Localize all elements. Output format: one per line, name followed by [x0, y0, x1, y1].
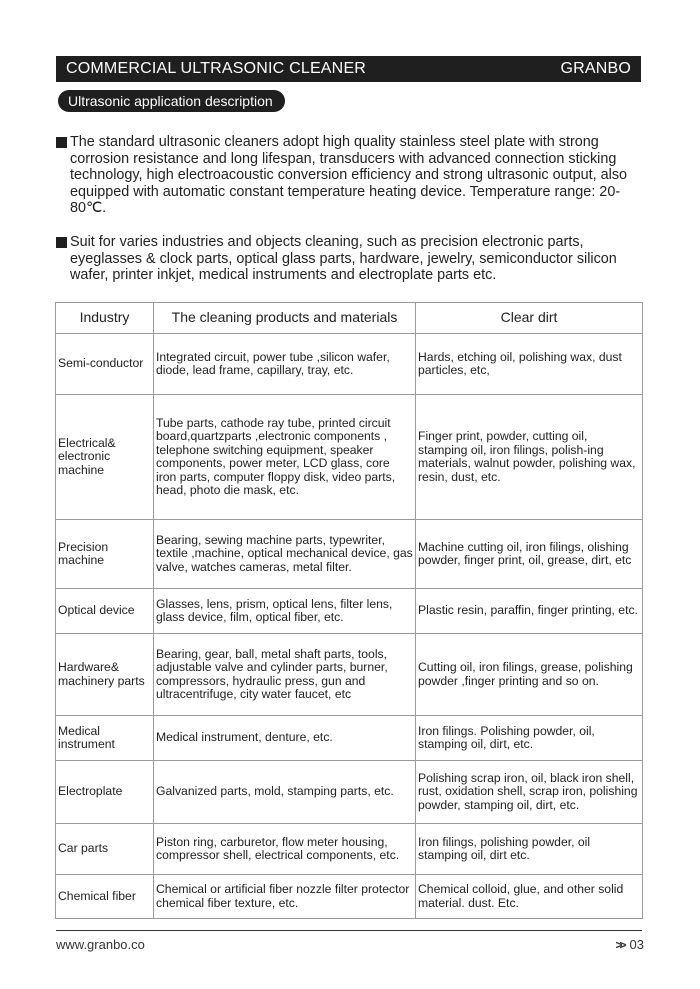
- industry-cell: Hardware& machinery parts: [56, 634, 154, 716]
- table-row: [56, 824, 643, 875]
- column-header-products: The cleaning products and materials: [154, 303, 416, 334]
- footer-website: www.granbo.co: [56, 937, 145, 952]
- table-row: [56, 589, 643, 634]
- dirt-cell: Polishing scrap iron, oil, black iron shell, rust, oxidation shell, scrap iron, polishing powder, stamping oil, dirt, etc.: [416, 761, 643, 824]
- double-chevron-right-icon: >>: [615, 937, 624, 952]
- footer-divider: [56, 930, 642, 931]
- dirt-cell: Chemical colloid, glue, and other solid material. dust. Etc.: [416, 875, 643, 919]
- table-row: [56, 395, 643, 520]
- dirt-cell: Cutting oil, iron filings, grease, polishing powder ,finger printing and so on.: [416, 634, 643, 716]
- paragraph-text: Suit for varies industries and objects cleaning, such as precision electronic parts, eyeglasses & clock parts, optical glass parts, hardware, jewelry, semiconductor silicon wafer, printer inkjet, medical instruments and electroplate parts etc.: [70, 234, 617, 283]
- table-row: [56, 634, 643, 716]
- square-bullet-icon: [56, 137, 67, 148]
- table-header-row: [56, 303, 643, 334]
- column-header-dirt: Clear dirt: [416, 303, 643, 334]
- industry-cell: Semi-conductor: [56, 334, 154, 395]
- table-row: [56, 761, 643, 824]
- table-row: [56, 875, 643, 919]
- industry-cell: Car parts: [56, 824, 154, 875]
- products-cell: Bearing, sewing machine parts, typewriter, textile ,machine, optical mechanical device, gas valve, watches cameras, metal filter.: [154, 520, 416, 589]
- products-cell: Piston ring, carburetor, flow meter housing, compressor shell, electrical components, etc.: [154, 824, 416, 875]
- page-number-text: 03: [629, 937, 644, 952]
- section-title: Ultrasonic application description: [58, 90, 285, 112]
- products-cell: Chemical or artificial fiber nozzle filter protector chemical fiber texture, etc.: [154, 875, 416, 919]
- document-title: COMMERCIAL ULTRASONIC CLEANER: [66, 60, 367, 77]
- products-cell: Galvanized parts, mold, stamping parts, etc.: [154, 761, 416, 824]
- applications-paragraph: [56, 234, 646, 284]
- dirt-cell: Iron filings, polishing powder, oil stamping oil, dirt etc.: [416, 824, 643, 875]
- table-row: [56, 520, 643, 589]
- dirt-cell: Iron filings. Polishing powder, oil, stamping oil, dirt, etc.: [416, 716, 643, 761]
- paragraph-text: The standard ultrasonic cleaners adopt high quality stainless steel plate with strong corrosion resistance and long lifespan, transducers with advanced connection sticking technology, high electroacoustic conversion efficiency and strong ultrasonic output, also equipped with automatic constant temperature heating device. Temperature range: 20-80℃.: [70, 134, 628, 216]
- industry-cell: Chemical fiber: [56, 875, 154, 919]
- products-cell: Bearing, gear, ball, metal shaft parts, tools, adjustable valve and cylinder parts, burner, compressors, hydraulic press, gun and ultracentrifuge, city water faucet, etc: [154, 634, 416, 716]
- industry-cell: Electroplate: [56, 761, 154, 824]
- products-cell: Glasses, lens, prism, optical lens, filter lens, glass device, film, optical fiber, etc.: [154, 589, 416, 634]
- column-header-industry: Industry: [56, 303, 154, 334]
- industry-cell: Optical device: [56, 589, 154, 634]
- dirt-cell: Hards, etching oil, polishing wax, dust particles, etc,: [416, 334, 643, 395]
- products-cell: Medical instrument, denture, etc.: [154, 716, 416, 761]
- industry-cell: Precision machine: [56, 520, 154, 589]
- intro-paragraph: [56, 134, 646, 217]
- brand-name: GRANBO: [560, 60, 631, 77]
- table-row: [56, 716, 643, 761]
- products-cell: Tube parts, cathode ray tube, printed circuit board,quartzparts ,electronic components , telephone switching equipment, speaker components, power meter, LCD glass, core iron parts, computer floppy disk, video parts, head, photo die mask, etc.: [154, 395, 416, 520]
- industry-cell: Medical instrument: [56, 716, 154, 761]
- square-bullet-icon: [56, 237, 67, 248]
- dirt-cell: Finger print, powder, cutting oil, stamping oil, iron filings, polish-ing materials, walnut powder, polishing wax, resin, dust, etc.: [416, 395, 643, 520]
- dirt-cell: Machine cutting oil, iron filings, olishing powder, finger print, oil, grease, dirt, etc: [416, 520, 643, 589]
- industry-cell: Electrical& electronic machine: [56, 395, 154, 520]
- table-row: [56, 334, 643, 395]
- header-bar: [56, 56, 641, 82]
- products-cell: Integrated circuit, power tube ,silicon wafer, diode, lead frame, capillary, tray, etc.: [154, 334, 416, 395]
- page-number: [616, 937, 644, 952]
- cleaning-application-table: [55, 302, 643, 919]
- dirt-cell: Plastic resin, paraffin, finger printing, etc.: [416, 589, 643, 634]
